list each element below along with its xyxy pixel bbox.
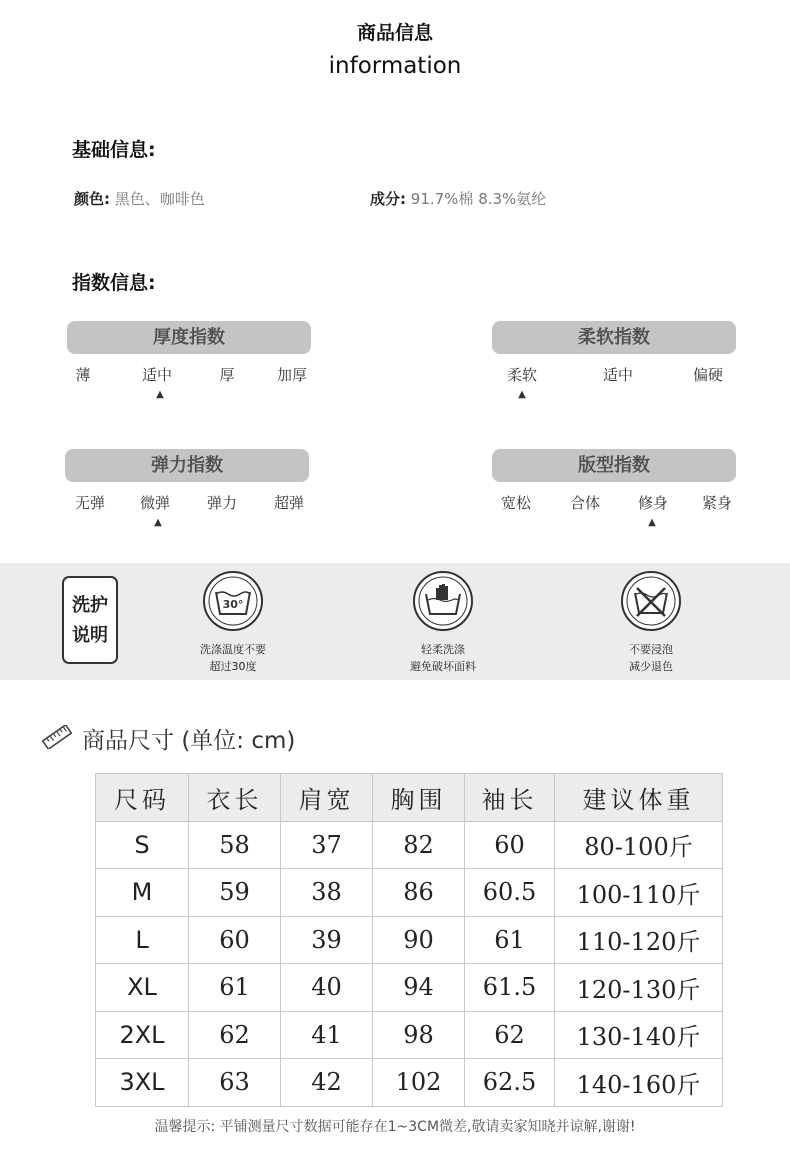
color-label: 颜色: (74, 190, 110, 208)
column-header: 肩宽 (281, 774, 373, 822)
softness-index (492, 321, 736, 400)
table-cell: 58 (189, 821, 281, 869)
selected-marker-icon: ▲ (156, 389, 164, 400)
table-cell: 98 (373, 1011, 465, 1059)
care-label-line: 说明 (72, 625, 108, 646)
index-option: 超弹 (273, 494, 305, 512)
no-soak-icon (620, 570, 682, 632)
table-header-row (96, 774, 723, 822)
table-cell: 38 (281, 869, 373, 917)
index-option: 修身 (637, 494, 669, 512)
selected-marker-icon: ▲ (648, 517, 656, 528)
table-cell: 94 (373, 964, 465, 1012)
table-cell: S (96, 821, 189, 869)
care-text: 轻柔洗涤 (421, 643, 465, 656)
softness-index-label: 柔软指数 (492, 321, 736, 354)
index-option: 适中 (602, 366, 634, 384)
index-option: 柔软 (506, 366, 538, 384)
size-table (95, 773, 723, 1107)
table-row (96, 916, 723, 964)
care-text: 避免破坏面料 (410, 660, 476, 673)
table-cell: 100-110斤 (555, 869, 723, 917)
basic-info-title: 基础信息: (72, 139, 156, 161)
material-info (370, 188, 546, 209)
table-cell: 62 (189, 1011, 281, 1059)
table-cell: 59 (189, 869, 281, 917)
material-label: 成分: (370, 190, 406, 208)
size-title-text: 商品尺寸 (82, 728, 174, 754)
index-option: 适中 (141, 366, 173, 384)
column-header: 尺码 (96, 774, 189, 822)
ruler-icon (42, 725, 72, 749)
table-cell: 60 (189, 916, 281, 964)
table-row (96, 869, 723, 917)
wash-30-icon (202, 570, 264, 632)
column-header: 衣长 (189, 774, 281, 822)
table-cell: 63 (189, 1059, 281, 1107)
table-cell: 61 (465, 916, 555, 964)
index-option: 偏硬 (692, 366, 724, 384)
page-subtitle: information (328, 53, 462, 79)
table-cell: 41 (281, 1011, 373, 1059)
table-cell: 102 (373, 1059, 465, 1107)
index-option: 无弹 (74, 494, 106, 512)
index-option: 弹力 (206, 494, 238, 512)
table-cell: 62 (465, 1011, 555, 1059)
table-cell: 40 (281, 964, 373, 1012)
table-cell: M (96, 869, 189, 917)
table-cell: 60 (465, 821, 555, 869)
care-item (168, 570, 298, 675)
table-cell: 2XL (96, 1011, 189, 1059)
table-cell: 37 (281, 821, 373, 869)
index-option: 加厚 (276, 366, 308, 384)
fit-index (492, 449, 736, 528)
table-row (96, 821, 723, 869)
table-cell: XL (96, 964, 189, 1012)
care-text: 超过30度 (209, 660, 257, 673)
table-cell: 140-160斤 (555, 1059, 723, 1107)
table-row (96, 1011, 723, 1059)
elasticity-index-label: 弹力指数 (65, 449, 309, 482)
index-option: 合体 (569, 494, 601, 512)
elasticity-index (65, 449, 309, 528)
table-cell: 39 (281, 916, 373, 964)
column-header: 袖长 (465, 774, 555, 822)
table-cell: 82 (373, 821, 465, 869)
care-label-line: 洗护 (72, 595, 108, 616)
table-cell: 110-120斤 (555, 916, 723, 964)
svg-text:30°: 30° (222, 598, 244, 611)
table-cell: 62.5 (465, 1059, 555, 1107)
page-title: 商品信息 (356, 22, 433, 44)
index-info-title: 指数信息: (72, 272, 156, 294)
care-item (586, 570, 716, 675)
index-option: 微弹 (139, 494, 171, 512)
color-info (74, 188, 205, 209)
table-cell: 60.5 (465, 869, 555, 917)
table-cell: 86 (373, 869, 465, 917)
index-option: 宽松 (500, 494, 532, 512)
care-text: 减少退色 (629, 660, 673, 673)
table-row (96, 1059, 723, 1107)
color-value: 黑色、咖啡色 (114, 190, 205, 208)
table-cell: 120-130斤 (555, 964, 723, 1012)
table-cell: 90 (373, 916, 465, 964)
thickness-index-label: 厚度指数 (67, 321, 311, 354)
thickness-index (67, 321, 311, 400)
care-text: 不要浸泡 (629, 643, 673, 656)
care-item (378, 570, 508, 675)
table-cell: 80-100斤 (555, 821, 723, 869)
selected-marker-icon: ▲ (154, 517, 162, 528)
care-label (62, 576, 118, 664)
table-cell: 42 (281, 1059, 373, 1107)
material-value: 91.7%棉 8.3%氨纶 (410, 190, 547, 208)
table-cell: L (96, 916, 189, 964)
table-cell: 3XL (96, 1059, 189, 1107)
hand-wash-icon (412, 570, 474, 632)
size-title (82, 722, 295, 755)
column-header: 建议体重 (555, 774, 723, 822)
fit-index-label: 版型指数 (492, 449, 736, 482)
size-unit: (单位: cm) (181, 728, 296, 754)
index-option: 紧身 (701, 494, 733, 512)
selected-marker-icon: ▲ (518, 389, 526, 400)
index-option: 薄 (75, 366, 91, 384)
size-tip: 温馨提示: 平铺测量尺寸数据可能存在1~3CM微差,敬请卖家知晓并谅解,谢谢! (154, 1119, 636, 1135)
table-cell: 61 (189, 964, 281, 1012)
column-header: 胸围 (373, 774, 465, 822)
table-cell: 61.5 (465, 964, 555, 1012)
table-row (96, 964, 723, 1012)
table-cell: 130-140斤 (555, 1011, 723, 1059)
index-option: 厚 (219, 366, 235, 384)
care-text: 洗涤温度不要 (200, 643, 266, 656)
